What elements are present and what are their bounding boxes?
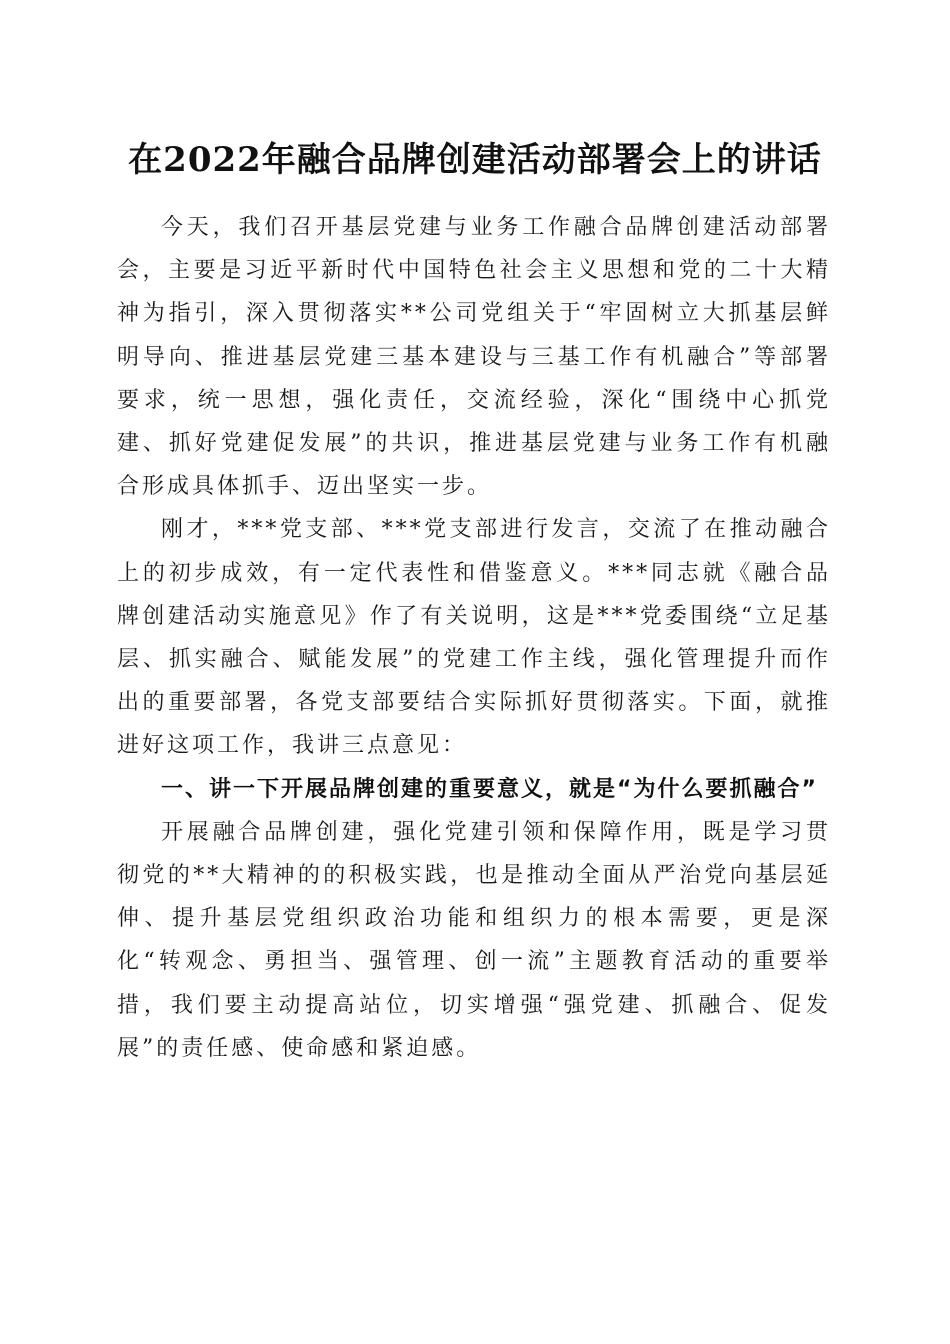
paragraph-intro: 今天，我们召开基层党建与业务工作融合品牌创建活动部署会，主要是习近平新时代中国特色社会主义思想和党的二十大精神为指引，深入贯彻落实**公司党组关于“牢固树立大抓基层鲜明导向、推进基层党建三基本建设与三基工作有机融合”等部署要求，统一思想，强化责任，交流经验，深化“围绕中心抓党建、抓好党建促发展”的共识，推进基层党建与业务工作有机融合形成具体抓手、迈出坚实一步。 — [117, 215, 831, 500]
paragraph-review: 刚才，***党支部、***党支部进行发言，交流了在推动融合上的初步成效，有一定代表性和借鉴意义。***同志就《融合品牌创建活动实施意见》作了有关说明，这是***党委围绕“立足基层、抓实融合、赋能发展”的党建工作主线，强化管理提升而作出的重要部署，各党支部要结合实际抓好贯彻落实。下面，就推进好这项工作，我讲三点意见： — [117, 517, 831, 759]
document-body — [117, 206, 831, 1070]
document-title: 在2022年融合品牌创建活动部署会上的讲话 — [128, 140, 822, 180]
paragraph-section-1: 开展融合品牌创建，强化党建引领和保障作用，既是学习贯彻党的**大精神的的积极实践，也是推动全面从严治党向基层延伸、提升基层党组织政治功能和组织力的根本需要，更是深化“转观念、勇担当、强管理、创一流”主题教育活动的重要举措，我们要主动提高站位，切实增强“强党建、抓融合、促发展”的责任感、使命感和紧迫感。 — [117, 819, 831, 1061]
section-heading-1: 一、讲一下开展品牌创建的重要意义，就是“为什么要抓融合” — [161, 776, 818, 802]
